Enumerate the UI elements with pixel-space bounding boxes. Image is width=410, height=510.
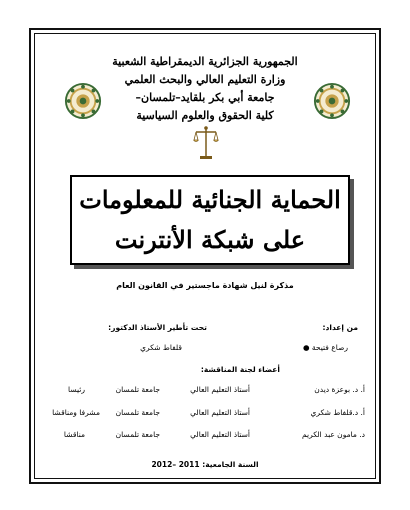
- committee-member-3-univ: جامعة تلمسان: [115, 430, 160, 439]
- university-seal-right-icon: [313, 82, 351, 120]
- committee-member-1-role: رئيسا: [68, 385, 85, 394]
- supervision-label: تحت تأطير الأستاذ الدكتور:: [108, 323, 207, 332]
- committee-member-2-univ: جامعة تلمسان: [115, 408, 160, 417]
- scales-of-justice-icon: [193, 124, 219, 162]
- committee-label: أعضاء لجنة المناقشة:: [200, 365, 280, 374]
- header-university: جامعة أبي بكر بلقايد–تلمسان–: [135, 91, 275, 104]
- thesis-title-line1: الحماية الجنائية للمعلومات: [79, 185, 341, 214]
- header-republic: الجمهورية الجزائرية الديمقراطية الشعبية: [112, 55, 298, 68]
- university-seal-left-icon: [64, 82, 102, 120]
- committee-member-1-name: أ. د. بوعزة ديدن: [314, 385, 365, 394]
- academic-year: السنة الجامعية: 2011 –2012: [151, 460, 259, 469]
- prepared-by-label: من إعداد:: [322, 323, 358, 332]
- committee-member-3-rank: أستاذ التعليم العالي: [190, 430, 250, 439]
- thesis-title-box: [70, 175, 350, 265]
- thesis-title-line2: على شبكة الأنترنت: [114, 225, 306, 254]
- supervisor-name: قلفاط شكري: [140, 343, 182, 352]
- student-name: رصاع فتيحة ●: [302, 343, 348, 352]
- header-ministry: وزارة التعليم العالي والبحث العلمي: [124, 73, 286, 86]
- committee-member-1-univ: جامعة تلمسان: [115, 385, 160, 394]
- committee-member-2-rank: أستاذ التعليم العالي: [190, 408, 250, 417]
- committee-member-3-name: د. مامون عبد الكريم: [302, 430, 365, 439]
- committee-member-3-role: مناقشا: [63, 430, 85, 439]
- committee-member-2-name: أ. د.قلفاط شكري: [310, 408, 365, 417]
- committee-member-2-role: مشرفا ومناقشا: [52, 408, 100, 417]
- header-faculty: كلية الحقوق والعلوم السياسية: [136, 109, 274, 122]
- thesis-degree-subtitle: مذكرة لنيل شهادة ماجستير في القانون العام: [116, 281, 294, 290]
- committee-member-1-rank: أستاذ التعليم العالي: [190, 385, 250, 394]
